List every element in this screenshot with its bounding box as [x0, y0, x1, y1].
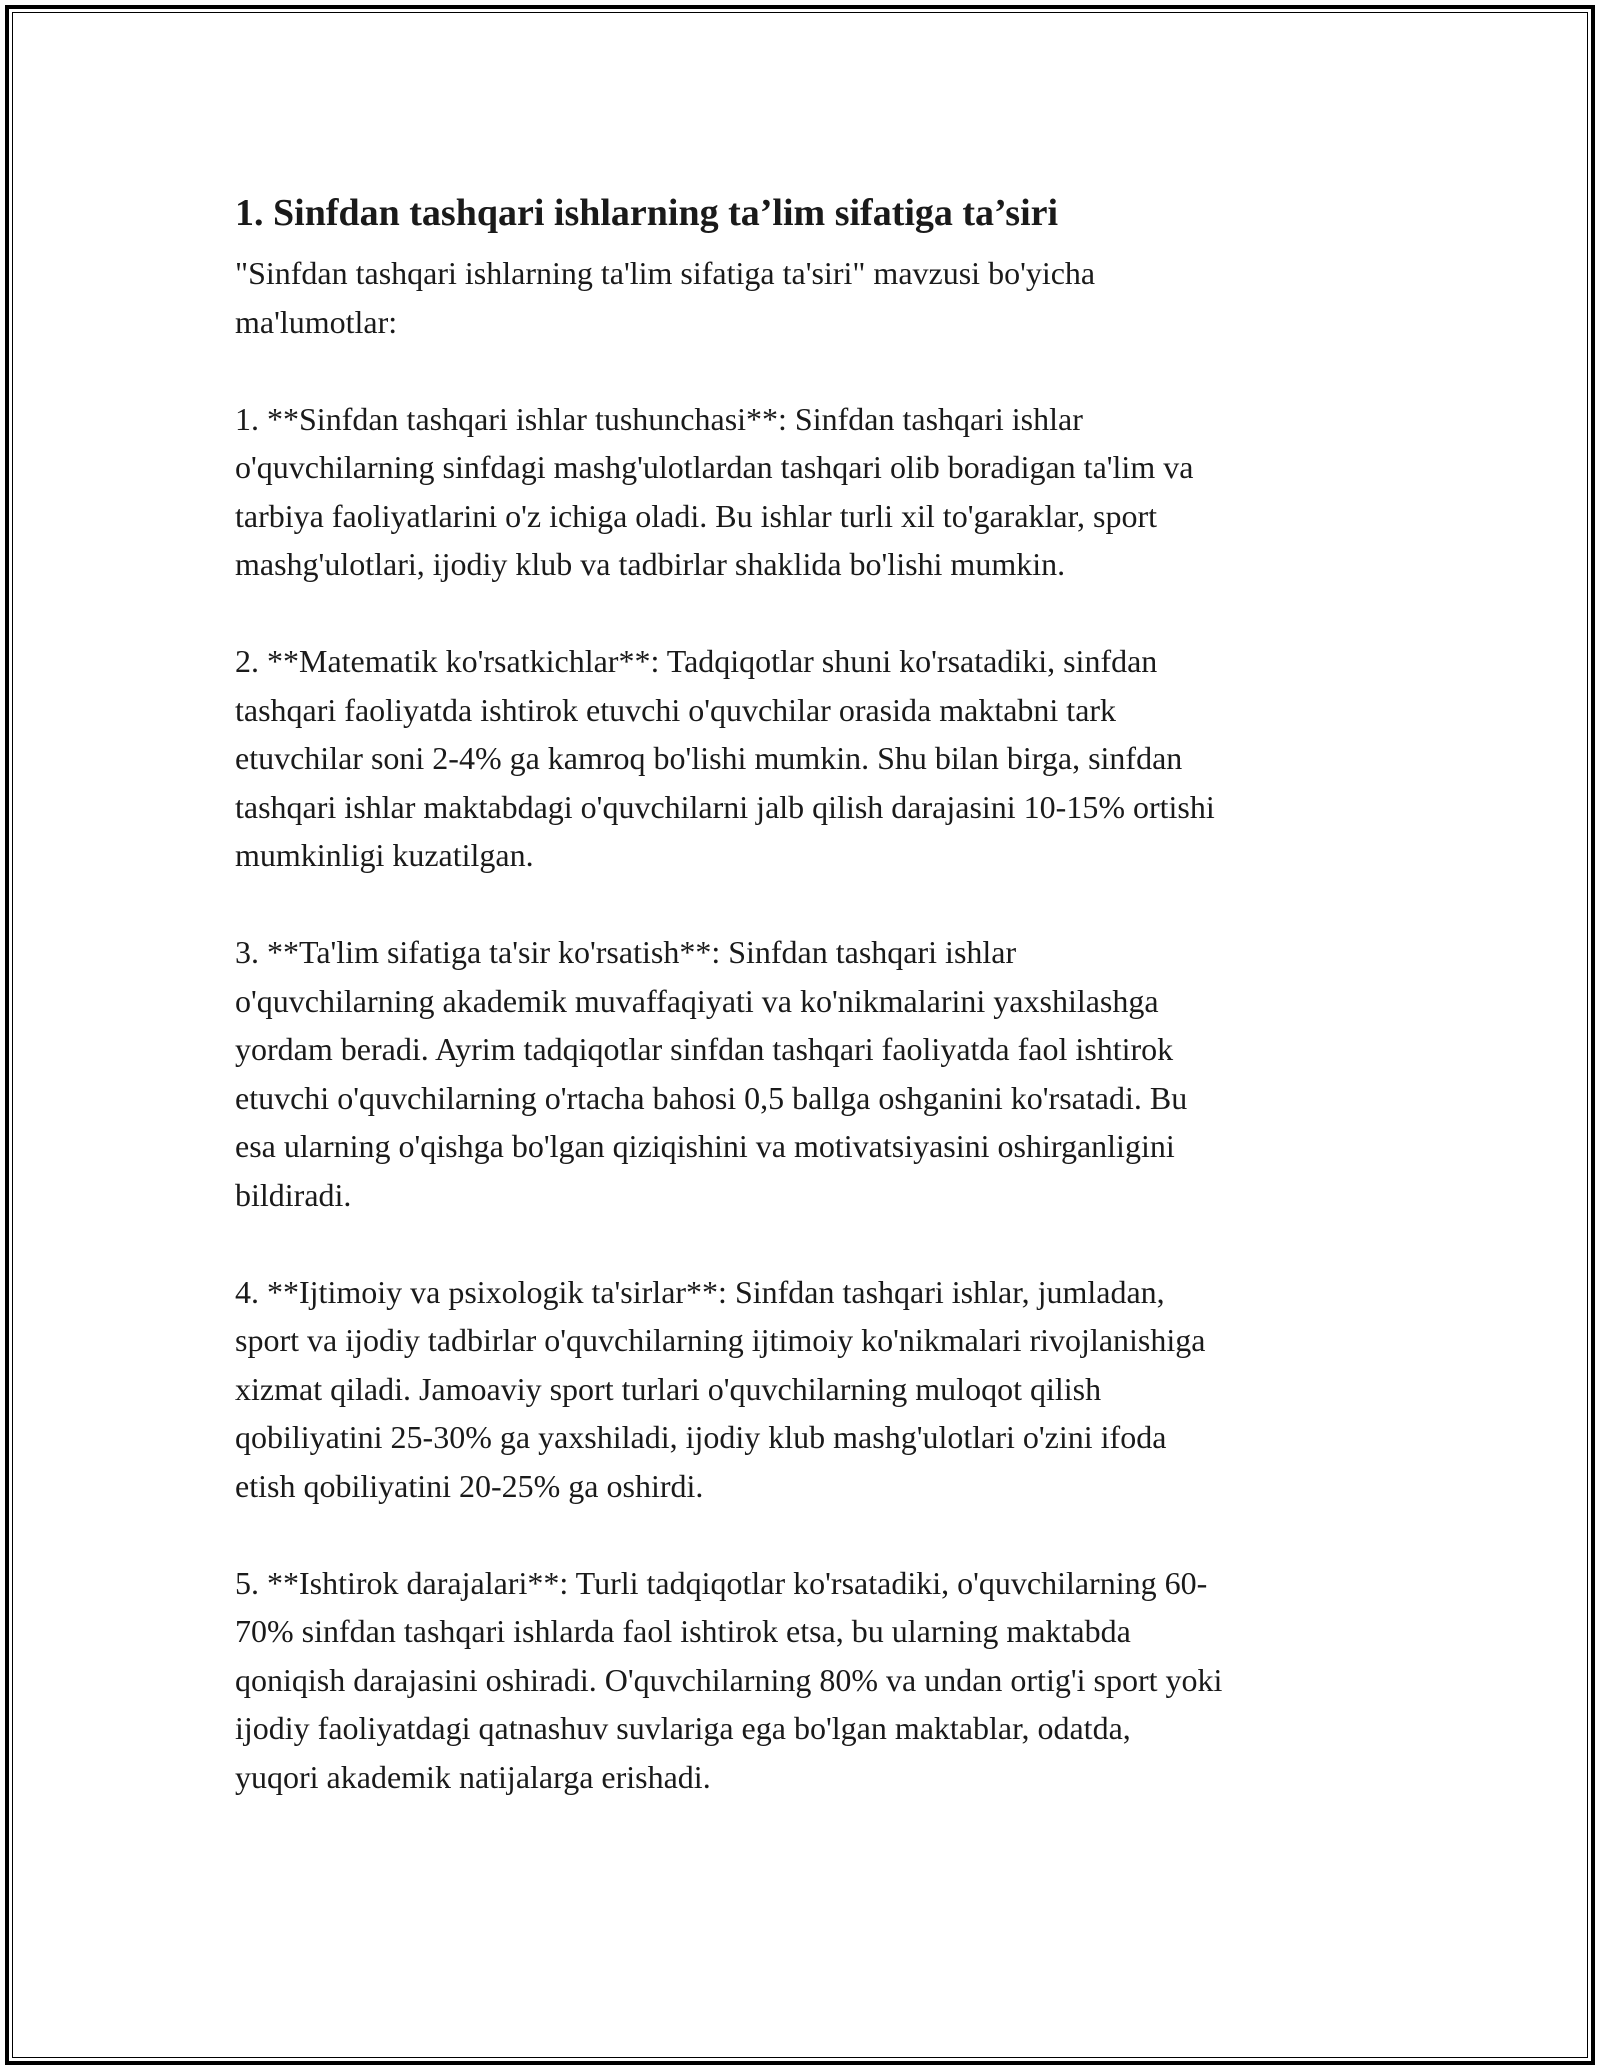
text-line: etish qobiliyatini 20-25% ga oshirdi. — [235, 1467, 704, 1504]
text-line: 5. **Ishtirok darajalari**: Turli tadqiqotlar ko'rsatadiki, o'quvchilarning 60- — [235, 1564, 1208, 1601]
text-line: etuvchi o'quvchilarning o'rtacha bahosi 0,5 ballga oshganini ko'rsatadi. Bu — [235, 1079, 1188, 1116]
text-line: ijodiy faoliyatdagi qatnashuv suvlariga ega bo'lgan maktablar, odatda, — [235, 1710, 1131, 1746]
text-line: mashg'ulotlari, ijodiy klub va tadbirlar shaklida bo'lishi mumkin. — [235, 546, 1066, 582]
paragraph-item-1 — [235, 395, 1375, 589]
text-line: qobiliyatini 25-30% ga yaxshiladi, ijodiy klub mashg'ulotlari o'zini ifoda — [235, 1419, 1167, 1455]
paragraph-item-5 — [235, 1559, 1375, 1802]
text-line: 4. **Ijtimoiy va psixologik ta'sirlar**: Sinfdan tashqari ishlar, jumladan, — [235, 1273, 1165, 1310]
document-title: 1. Sinfdan tashqari ishlarning ta’lim sifatiga ta’siri — [235, 192, 1059, 234]
paragraph-item-3 — [235, 928, 1375, 1219]
text-line: bildiradi. — [235, 1176, 352, 1213]
text-line: o'quvchilarning sinfdagi mashg'ulotlardan tashqari olib boradigan ta'lim va — [235, 449, 1194, 485]
text-line: etuvchilar soni 2-4% ga kamroq bo'lishi mumkin. Shu bilan birga, sinfdan — [235, 740, 1183, 776]
text-line: 70% sinfdan tashqari ishlarda faol ishtirok etsa, bu ularning maktabda — [235, 1613, 1131, 1649]
text-line: 2. **Matematik ko'rsatkichlar**: Tadqiqotlar shuni ko'rsatadiki, sinfdan — [235, 643, 1158, 679]
paragraph-intro — [235, 249, 1375, 346]
text-line: qoniqish darajasini oshiradi. O'quvchilarning 80% va undan ortig'i sport yoki — [235, 1661, 1223, 1698]
text-line: sport va ijodiy tadbirlar o'quvchilarning ijtimoiy ko'nikmalari rivojlanishiga — [235, 1322, 1206, 1358]
text-line: tashqari ishlar maktabdagi o'quvchilarni jalb qilish darajasini 10-15% ortishi — [235, 788, 1215, 825]
text-line: yordam beradi. Ayrim tadqiqotlar sinfdan tashqari faoliyatda faol ishtirok — [235, 1031, 1174, 1067]
text-line: ma'lumotlar: — [235, 303, 398, 340]
text-line: tarbiya faoliyatlarini o'z ichiga oladi. Bu ishlar turli xil to'garaklar, sport — [235, 497, 1157, 534]
text-line: 1. **Sinfdan tashqari ishlar tushunchasi**: Sinfdan tashqari ishlar — [235, 400, 1083, 437]
document-body — [235, 185, 1375, 1850]
text-line: mumkinligi kuzatilgan. — [235, 837, 534, 873]
paragraph-item-4 — [235, 1268, 1375, 1511]
text-line: esa ularning o'qishga bo'lgan qiziqishini va motivatsiyasini oshirganligini — [235, 1128, 1175, 1164]
paragraph-item-2 — [235, 637, 1375, 880]
text-line: tashqari faoliyatda ishtirok etuvchi o'quvchilar orasida maktabni tark — [235, 691, 1117, 728]
text-line: xizmat qiladi. Jamoaviy sport turlari o'quvchilarning muloqot qilish — [235, 1370, 1102, 1407]
text-line: 3. **Ta'lim sifatiga ta'sir ko'rsatish**: Sinfdan tashqari ishlar — [235, 934, 1017, 970]
text-line: "Sinfdan tashqari ishlarning ta'lim sifatiga ta'siri" mavzusi bo'yicha — [235, 255, 1096, 291]
text-line: o'quvchilarning akademik muvaffaqiyati va ko'nikmalarini yaxshilashga — [235, 982, 1159, 1019]
text-line: yuqori akademik natijalarga erishadi. — [235, 1758, 711, 1795]
